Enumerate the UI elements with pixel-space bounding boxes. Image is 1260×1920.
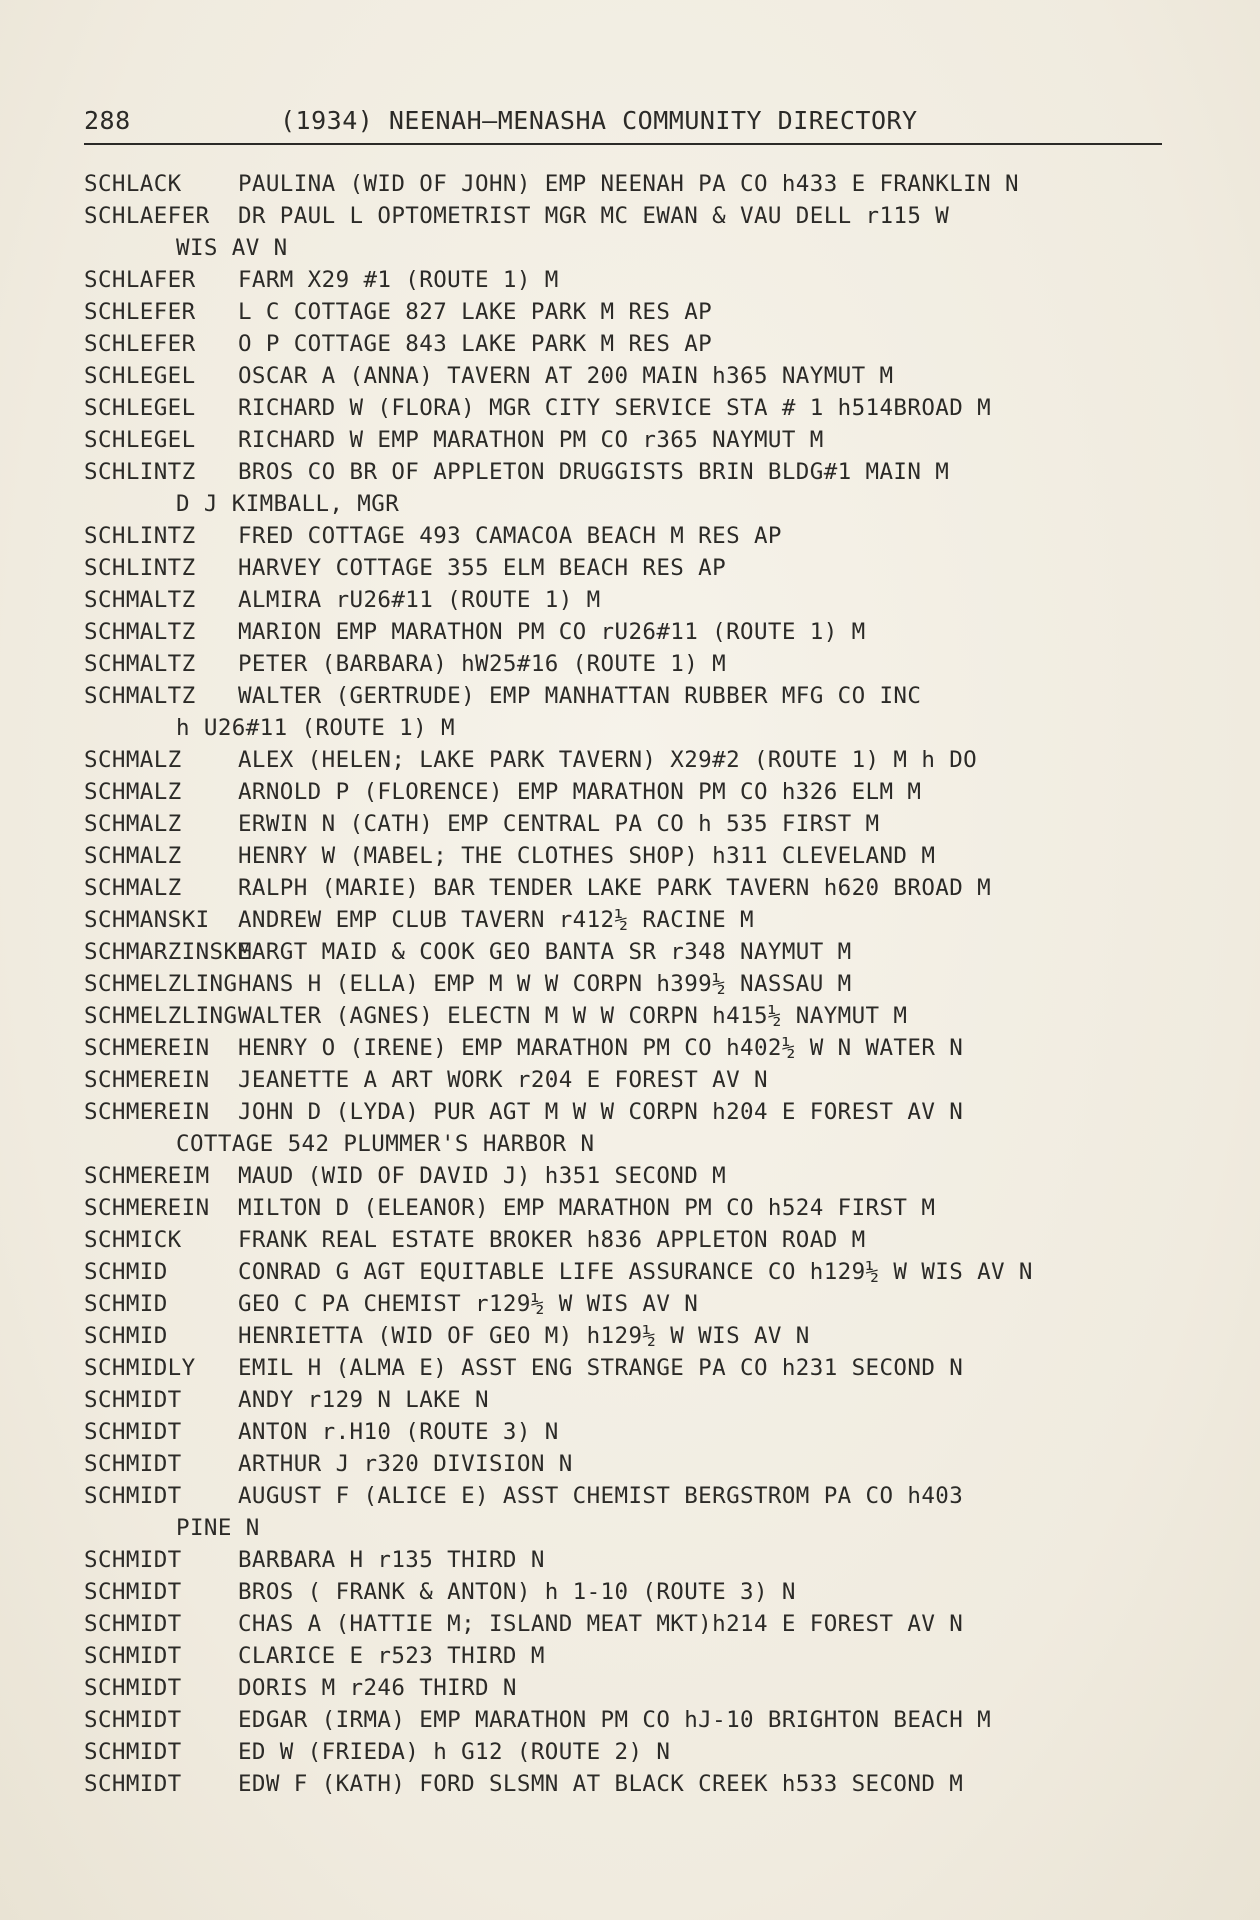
entry-continuation: COTTAGE 542 PLUMMER'S HARBOR N: [176, 1131, 595, 1157]
entry-surname: SCHMIDT: [84, 1387, 182, 1413]
entry-text: ARTHUR J r320 DIVISION N: [237, 1451, 573, 1477]
entry-line: [84, 680, 1204, 712]
directory-entry: [84, 1256, 1204, 1288]
entry-line: [84, 1704, 1204, 1736]
directory-entry: [84, 520, 1204, 552]
entry-line: [84, 1352, 1204, 1384]
entry-text: GEO C PA CHEMIST r129½ W WIS AV N: [237, 1291, 699, 1317]
entry-text: ALMIRA rU26#11 (ROUTE 1) M: [237, 587, 601, 613]
entry-surname: SCHMEREIN: [84, 1099, 210, 1125]
header-rule: [84, 143, 1162, 145]
entry-surname: SCHMALZ: [84, 875, 182, 901]
directory-entry: [84, 872, 1204, 904]
entry-text: HARVEY COTTAGE 355 ELM BEACH RES AP: [237, 555, 727, 581]
entry-text: ERWIN N (CATH) EMP CENTRAL PA CO h 535 FIRST M: [237, 811, 880, 837]
directory-entry: [84, 584, 1204, 616]
entry-surname: SCHMIDT: [84, 1547, 182, 1573]
directory-entry: [84, 1640, 1204, 1672]
directory-entry: [84, 616, 1204, 648]
entry-text: OSCAR A (ANNA) TAVERN AT 200 MAIN h365 NAYMUT M: [237, 363, 894, 389]
entry-line: [84, 1192, 1204, 1224]
directory-entry: [84, 1192, 1204, 1224]
directory-entry: [84, 328, 1204, 360]
entry-line: [84, 1544, 1204, 1576]
entry-surname: SCHLEGEL: [84, 395, 196, 421]
entry-text: CONRAD G AGT EQUITABLE LIFE ASSURANCE CO h129½ W WIS AV N: [237, 1259, 1033, 1285]
entry-line: [84, 1448, 1204, 1480]
directory-entry: [84, 1320, 1204, 1352]
directory-entry: [84, 680, 1204, 744]
entry-surname: SCHLACK: [84, 171, 182, 197]
entry-text: MARGT MAID & COOK GEO BANTA SR r348 NAYMUT M: [237, 939, 852, 965]
entry-text: RICHARD W (FLORA) MGR CITY SERVICE STA # 1 h514BROAD M: [237, 395, 992, 421]
entry-text: HENRY W (MABEL; THE CLOTHES SHOP) h311 CLEVELAND M: [237, 843, 936, 869]
entry-line: [84, 1288, 1204, 1320]
entry-text: RALPH (MARIE) BAR TENDER LAKE PARK TAVERN h620 BROAD M: [237, 875, 992, 901]
entry-line: [84, 328, 1204, 360]
directory-entry: [84, 200, 1204, 264]
directory-entry: [84, 424, 1204, 456]
entry-surname: SCHMEREIN: [84, 1195, 210, 1221]
entry-line: [84, 392, 1204, 424]
entry-line: [84, 1768, 1204, 1800]
entry-surname: SCHMIDT: [84, 1483, 182, 1509]
directory-entry: [84, 904, 1204, 936]
directory-entry: [84, 1224, 1204, 1256]
entry-surname: SCHLINTZ: [84, 555, 196, 581]
directory-entry: [84, 1544, 1204, 1576]
entry-line: [84, 1640, 1204, 1672]
directory-entry: [84, 1096, 1204, 1160]
directory-entry: [84, 968, 1204, 1000]
directory-entry: [84, 552, 1204, 584]
entry-line: [84, 424, 1204, 456]
entry-surname: SCHMALZ: [84, 843, 182, 869]
entry-surname: SCHLAEFER: [84, 203, 210, 229]
entry-line: [84, 456, 1204, 488]
entry-line: [84, 1608, 1204, 1640]
entry-text: ANDREW EMP CLUB TAVERN r412½ RACINE M: [237, 907, 754, 933]
entry-line: [84, 1064, 1204, 1096]
entry-text: PAULINA (WID OF JOHN) EMP NEENAH PA CO h433 E FRANKLIN N: [237, 171, 1019, 197]
directory-entry: [84, 264, 1204, 296]
entry-text: DORIS M r246 THIRD N: [237, 1675, 517, 1701]
entry-text: HANS H (ELLA) EMP M W W CORPN h399½ NASSAU M: [237, 971, 852, 997]
entry-text: JEANETTE A ART WORK r204 E FOREST AV N: [237, 1067, 768, 1093]
directory-entry: [84, 1480, 1204, 1544]
entry-surname: SCHMID: [84, 1291, 168, 1317]
directory-entries: [84, 168, 1204, 1800]
entry-surname: SCHMELZLING: [84, 1003, 238, 1029]
entry-line: [84, 776, 1204, 808]
entry-text: AUGUST F (ALICE E) ASST CHEMIST BERGSTROM PA CO h403: [237, 1483, 964, 1509]
entry-line: [84, 904, 1204, 936]
entry-text: FARM X29 #1 (ROUTE 1) M: [237, 267, 559, 293]
entry-text: MARION EMP MARATHON PM CO rU26#11 (ROUTE 1) M: [237, 619, 866, 645]
entry-surname: SCHLEGEL: [84, 427, 196, 453]
entry-text: CHAS A (HATTIE M; ISLAND MEAT MKT)h214 E FOREST AV N: [237, 1611, 964, 1637]
entry-line: [84, 1576, 1204, 1608]
entry-surname: SCHMELZLING: [84, 971, 238, 997]
entry-line: [84, 936, 1204, 968]
running-head-title: (1934) NEENAH—MENASHA COMMUNITY DIRECTORY: [280, 106, 918, 135]
directory-entry: [84, 1704, 1204, 1736]
entry-line: [84, 1224, 1204, 1256]
entry-surname: SCHMIDT: [84, 1643, 182, 1669]
directory-entry: [84, 648, 1204, 680]
directory-entry: [84, 296, 1204, 328]
entry-surname: SCHMALTZ: [84, 619, 196, 645]
entry-line: [84, 1160, 1204, 1192]
directory-entry: [84, 776, 1204, 808]
directory-entry: [84, 1768, 1204, 1800]
entry-surname: SCHMIDT: [84, 1707, 182, 1733]
entry-line: [84, 1672, 1204, 1704]
entry-line: [84, 872, 1204, 904]
entry-text: EDW F (KATH) FORD SLSMN AT BLACK CREEK h533 SECOND M: [237, 1771, 964, 1797]
entry-line: [84, 1480, 1204, 1512]
entry-surname: SCHMARZINSKE: [84, 939, 252, 965]
entry-line: [84, 200, 1204, 232]
entry-line: [84, 296, 1204, 328]
entry-continuation: WIS AV N: [176, 235, 288, 261]
entry-continuation: h U26#11 (ROUTE 1) M: [176, 715, 455, 741]
entry-surname: SCHMIDLY: [84, 1355, 196, 1381]
entry-surname: SCHMID: [84, 1259, 168, 1285]
entry-text: L C COTTAGE 827 LAKE PARK M RES AP: [237, 299, 713, 325]
entry-surname: SCHMIDT: [84, 1579, 182, 1605]
entry-line: [84, 1032, 1204, 1064]
entry-text: BARBARA H r135 THIRD N: [237, 1547, 545, 1573]
entry-line: [84, 552, 1204, 584]
entry-line: [84, 1736, 1204, 1768]
entry-surname: SCHMALZ: [84, 747, 182, 773]
entry-line: [84, 968, 1204, 1000]
entry-surname: SCHLEGEL: [84, 363, 196, 389]
directory-entry: [84, 840, 1204, 872]
directory-entry: [84, 1608, 1204, 1640]
entry-surname: SCHMALTZ: [84, 587, 196, 613]
directory-entry: [84, 168, 1204, 200]
entry-line: [84, 648, 1204, 680]
entry-text: HENRIETTA (WID OF GEO M) h129½ W WIS AV N: [237, 1323, 810, 1349]
entry-text: DR PAUL L OPTOMETRIST MGR MC EWAN & VAU DELL r115 W: [237, 203, 950, 229]
entry-text: PETER (BARBARA) hW25#16 (ROUTE 1) M: [237, 651, 727, 677]
page-header: [84, 100, 1160, 140]
entry-line: [84, 1416, 1204, 1448]
entry-line: [84, 584, 1204, 616]
entry-surname: SCHLEFER: [84, 331, 196, 357]
entry-surname: SCHLAFER: [84, 267, 196, 293]
entry-line: [84, 1096, 1204, 1128]
page-number: 288: [84, 106, 131, 135]
entry-text: RICHARD W EMP MARATHON PM CO r365 NAYMUT M: [237, 427, 824, 453]
entry-surname: SCHMIDT: [84, 1611, 182, 1637]
entry-surname: SCHMANSKI: [84, 907, 210, 933]
entry-text: WALTER (GERTRUDE) EMP MANHATTAN RUBBER MFG CO INC: [237, 683, 922, 709]
entry-line: [84, 616, 1204, 648]
entry-line: [84, 1320, 1204, 1352]
directory-entry: [84, 1288, 1204, 1320]
directory-entry: [84, 1672, 1204, 1704]
entry-text: ANTON r.H10 (ROUTE 3) N: [237, 1419, 559, 1445]
directory-entry: [84, 1160, 1204, 1192]
entry-text: MAUD (WID OF DAVID J) h351 SECOND M: [237, 1163, 727, 1189]
entry-line: [84, 360, 1204, 392]
entry-text: ARNOLD P (FLORENCE) EMP MARATHON PM CO h326 ELM M: [237, 779, 922, 805]
directory-entry: [84, 456, 1204, 520]
directory-entry: [84, 808, 1204, 840]
entry-surname: SCHMICK: [84, 1227, 182, 1253]
directory-entry: [84, 1416, 1204, 1448]
entry-surname: SCHMID: [84, 1323, 168, 1349]
entry-text: EMIL H (ALMA E) ASST ENG STRANGE PA CO h231 SECOND N: [237, 1355, 964, 1381]
entry-line: [84, 168, 1204, 200]
entry-surname: SCHMALZ: [84, 779, 182, 805]
directory-entry: [84, 392, 1204, 424]
entry-surname: SCHMALTZ: [84, 683, 196, 709]
entry-surname: SCHMIDT: [84, 1451, 182, 1477]
entry-text: FRANK REAL ESTATE BROKER h836 APPLETON ROAD M: [237, 1227, 866, 1253]
entry-surname: SCHLEFER: [84, 299, 196, 325]
entry-surname: SCHLINTZ: [84, 523, 196, 549]
entry-text: O P COTTAGE 843 LAKE PARK M RES AP: [237, 331, 713, 357]
entry-line: [84, 1256, 1204, 1288]
entry-text: ANDY r129 N LAKE N: [237, 1387, 489, 1413]
entry-line: [84, 808, 1204, 840]
entry-surname: SCHMEREIM: [84, 1163, 210, 1189]
directory-entry: [84, 936, 1204, 968]
entry-text: ED W (FRIEDA) h G12 (ROUTE 2) N: [237, 1739, 671, 1765]
entry-surname: SCHMIDT: [84, 1771, 182, 1797]
entry-text: JOHN D (LYDA) PUR AGT M W W CORPN h204 E FOREST AV N: [237, 1099, 964, 1125]
entry-text: MILTON D (ELEANOR) EMP MARATHON PM CO h524 FIRST M: [237, 1195, 936, 1221]
entry-surname: SCHMIDT: [84, 1675, 182, 1701]
directory-entry: [84, 1064, 1204, 1096]
directory-entry: [84, 1000, 1204, 1032]
entry-text: CLARICE E r523 THIRD M: [237, 1643, 545, 1669]
entry-continuation: PINE N: [176, 1515, 260, 1541]
directory-entry: [84, 1736, 1204, 1768]
entry-line: [84, 1384, 1204, 1416]
directory-entry: [84, 744, 1204, 776]
entry-text: FRED COTTAGE 493 CAMACOA BEACH M RES AP: [237, 523, 782, 549]
directory-entry: [84, 1352, 1204, 1384]
entry-surname: SCHMEREIN: [84, 1067, 210, 1093]
entry-text: WALTER (AGNES) ELECTN M W W CORPN h415½ NAYMUT M: [237, 1003, 908, 1029]
entry-continuation: D J KIMBALL, MGR: [176, 491, 400, 517]
entry-text: HENRY O (IRENE) EMP MARATHON PM CO h402½ W N WATER N: [237, 1035, 964, 1061]
entry-text: BROS ( FRANK & ANTON) h 1-10 (ROUTE 3) N: [237, 1579, 796, 1605]
entry-surname: SCHMIDT: [84, 1419, 182, 1445]
directory-entry: [84, 1032, 1204, 1064]
entry-surname: SCHLINTZ: [84, 459, 196, 485]
entry-text: BROS CO BR OF APPLETON DRUGGISTS BRIN BLDG#1 MAIN M: [237, 459, 950, 485]
entry-line: [84, 1000, 1204, 1032]
directory-entry: [84, 1576, 1204, 1608]
entry-line: [84, 264, 1204, 296]
entry-text: ALEX (HELEN; LAKE PARK TAVERN) X29#2 (ROUTE 1) M h DO: [237, 747, 978, 773]
entry-line: [84, 840, 1204, 872]
entry-text: EDGAR (IRMA) EMP MARATHON PM CO hJ-10 BRIGHTON BEACH M: [237, 1707, 992, 1733]
directory-entry: [84, 1448, 1204, 1480]
entry-surname: SCHMALZ: [84, 811, 182, 837]
entry-line: [84, 520, 1204, 552]
entry-line: [84, 744, 1204, 776]
entry-surname: SCHMIDT: [84, 1739, 182, 1765]
entry-surname: SCHMALTZ: [84, 651, 196, 677]
directory-entry: [84, 360, 1204, 392]
entry-surname: SCHMEREIN: [84, 1035, 210, 1061]
directory-entry: [84, 1384, 1204, 1416]
